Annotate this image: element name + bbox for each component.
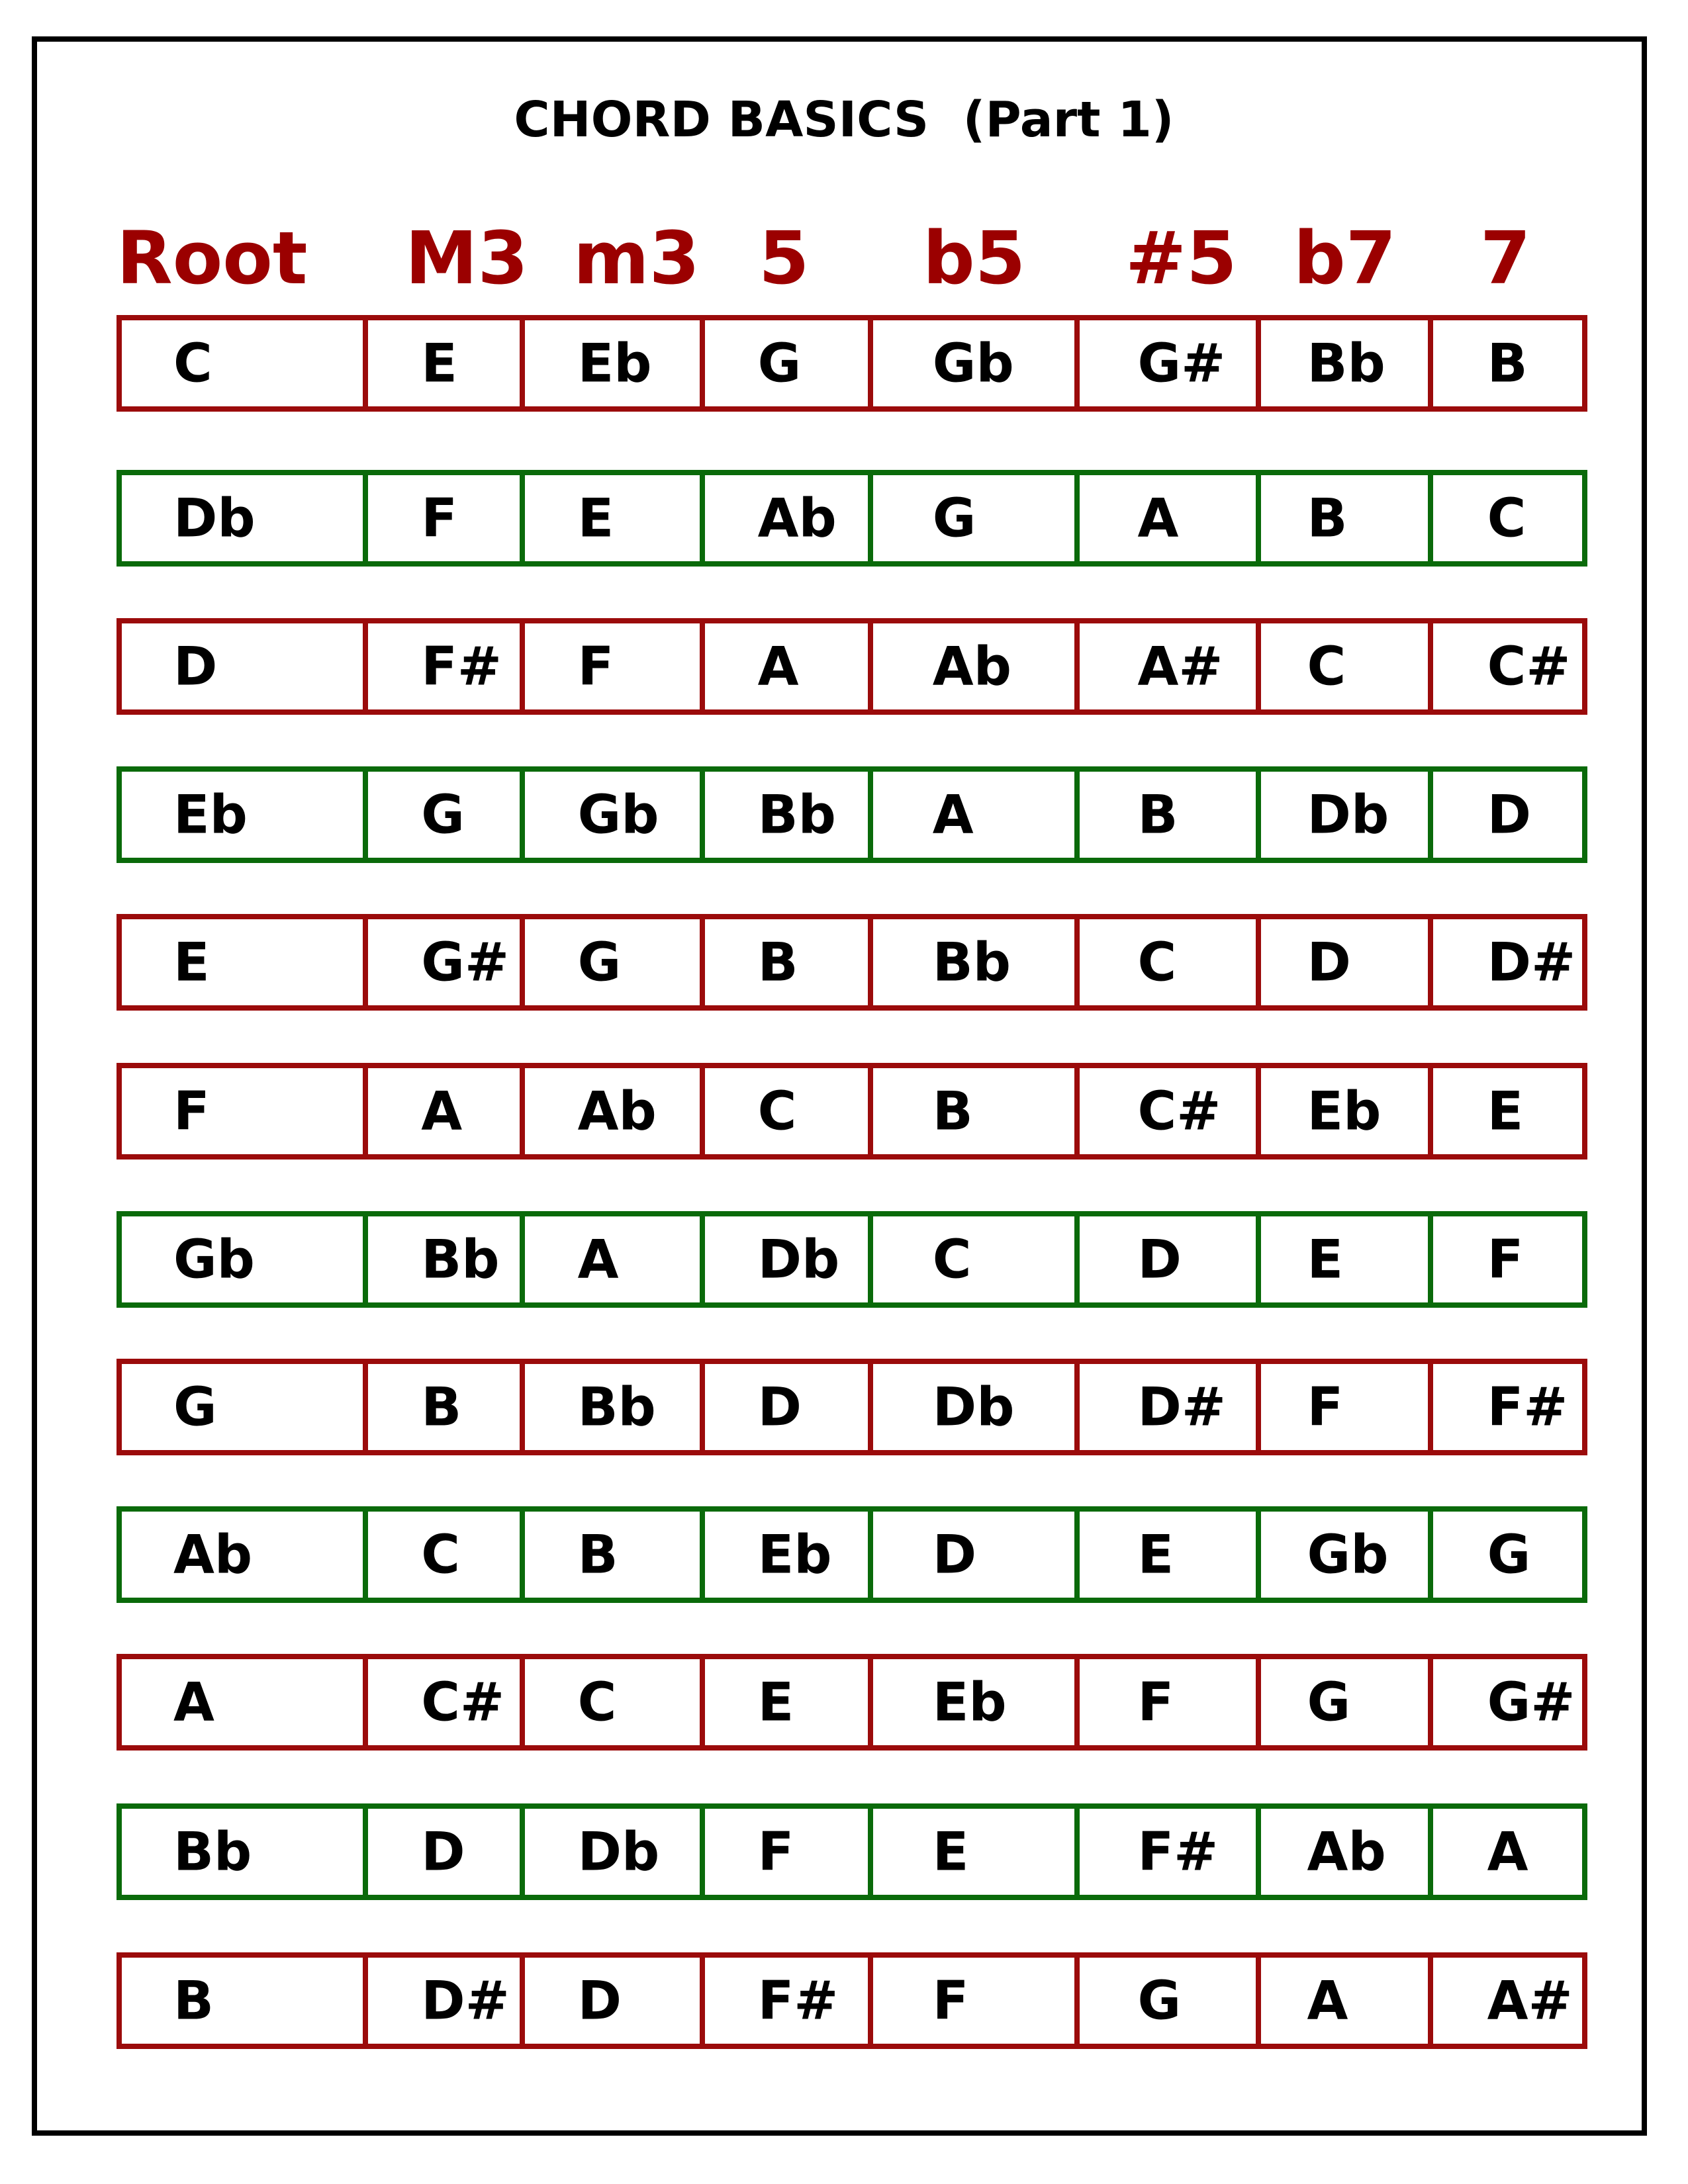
chord-row [117,914,1587,1011]
note-cell [1261,623,1433,709]
note-cell [368,1364,524,1450]
note-label: F [421,487,457,549]
note-cell [1261,1216,1433,1302]
note-cell [873,1659,1080,1745]
note-label: Gb [932,332,1014,394]
note-label: Gb [577,784,659,846]
note-label: C [577,1671,617,1733]
note-label: C [1307,635,1346,698]
note-label: A [577,1228,619,1291]
note-cell [1433,1809,1582,1895]
note-cell [1433,623,1582,709]
note-label: A [421,1080,463,1142]
note-label: C [1487,487,1526,549]
note-label: A [173,1671,214,1733]
note-label: C [173,332,212,394]
note-label: Ab [577,1080,657,1142]
note-label: B [757,931,798,993]
note-cell [525,1216,705,1302]
column-header: M3 [405,216,529,300]
note-cell [122,772,368,858]
note-cell [1433,919,1582,1005]
note-label: Eb [932,1671,1007,1733]
note-cell [368,1659,524,1745]
note-cell [1261,1958,1433,2044]
note-label: F [757,1821,794,1883]
note-cell [1080,320,1261,406]
note-label: Bb [173,1821,252,1883]
note-label: D [421,1821,465,1883]
note-cell [705,1512,873,1598]
note-cell [525,475,705,561]
note-cell [1261,320,1433,406]
note-label: F [173,1080,210,1142]
note-cell [368,919,524,1005]
note-cell [122,1068,368,1154]
note-cell [1261,1068,1433,1154]
note-label: G [1487,1524,1531,1586]
note-cell [368,772,524,858]
note-cell [525,1512,705,1598]
note-cell [873,919,1080,1005]
note-cell [1261,772,1433,858]
note-label: G [1307,1671,1351,1733]
note-label: E [932,1821,969,1883]
note-label: Bb [577,1376,656,1438]
note-cell [368,475,524,561]
column-header: 5 [759,216,810,300]
note-label: E [1137,1524,1174,1586]
note-label: Eb [173,784,248,846]
note-cell [1080,1958,1261,2044]
note-cell [122,475,368,561]
note-cell [1433,1216,1582,1302]
note-label: G# [421,931,509,993]
note-label: F [1307,1376,1344,1438]
note-label: F [932,1970,969,2032]
column-header: #5 [1125,216,1237,300]
chord-row [117,1654,1587,1751]
column-header: b7 [1293,216,1397,300]
note-cell [1080,919,1261,1005]
note-cell [1433,475,1582,561]
note-cell [873,475,1080,561]
note-cell [1261,1659,1433,1745]
note-cell [873,1958,1080,2044]
note-cell [1433,1512,1582,1598]
note-label: Db [757,1228,840,1291]
note-label: D [1487,784,1532,846]
note-cell [1080,1068,1261,1154]
note-cell [1261,1809,1433,1895]
note-cell [1261,475,1433,561]
note-label: F [1487,1228,1524,1291]
note-cell [368,623,524,709]
note-cell [122,1216,368,1302]
note-cell [705,623,873,709]
note-label: E [757,1671,794,1733]
note-label: F# [1137,1821,1219,1883]
note-cell [122,1512,368,1598]
column-header: Root [117,216,308,300]
note-cell [368,1512,524,1598]
note-label: A [932,784,974,846]
note-cell [368,1958,524,2044]
note-cell [1080,623,1261,709]
note-cell [1433,1659,1582,1745]
note-label: Ab [1307,1821,1386,1883]
note-label: A [1137,487,1179,549]
note-label: B [1307,487,1348,549]
note-label: E [1307,1228,1344,1291]
note-label: Db [932,1376,1015,1438]
note-label: B [1137,784,1178,846]
note-cell [525,919,705,1005]
note-cell [1433,320,1582,406]
note-cell [1433,1958,1582,2044]
note-cell [122,1958,368,2044]
note-label: G [1137,1970,1182,2032]
note-cell [525,1958,705,2044]
note-cell [705,772,873,858]
note-label: C [1137,931,1177,993]
note-label: A [1307,1970,1348,2032]
note-label: A [757,635,799,698]
note-label: C# [1487,635,1571,698]
note-label: F [577,635,614,698]
note-cell [705,1068,873,1154]
note-cell [525,1659,705,1745]
chord-row [117,1803,1587,1900]
note-label: B [421,1376,462,1438]
note-label: Gb [1307,1524,1389,1586]
note-label: Bb [1307,332,1385,394]
chord-row [117,315,1587,412]
note-cell [368,320,524,406]
note-label: C [932,1228,972,1291]
note-label: B [1487,332,1528,394]
note-cell [705,1809,873,1895]
chord-row [117,1359,1587,1455]
note-label: Bb [421,1228,500,1291]
note-label: Eb [1307,1080,1382,1142]
note-label: D [577,1970,622,2032]
note-label: G [421,784,465,846]
column-header: b5 [923,216,1026,300]
note-label: F# [757,1970,839,2032]
note-cell [873,772,1080,858]
note-label: Bb [932,931,1011,993]
column-header-row [0,215,1688,301]
chord-row [117,1211,1587,1308]
note-label: D# [1137,1376,1226,1438]
note-label: B [932,1080,973,1142]
note-cell [525,1068,705,1154]
note-cell [705,1958,873,2044]
note-cell [1080,475,1261,561]
note-label: Ab [757,487,837,549]
note-label: C [421,1524,460,1586]
note-cell [122,623,368,709]
note-label: D [1307,931,1351,993]
note-cell [1433,1364,1582,1450]
note-cell [368,1216,524,1302]
note-label: E [577,487,614,549]
note-label: F [1137,1671,1174,1733]
note-cell [873,1068,1080,1154]
note-label: Ab [173,1524,253,1586]
chord-row [117,470,1587,567]
note-cell [1080,1364,1261,1450]
note-label: D [1137,1228,1182,1291]
note-label: A# [1487,1970,1573,2032]
note-label: C# [421,1671,505,1733]
note-label: A# [1137,635,1223,698]
note-cell [1080,1512,1261,1598]
note-label: G [757,332,802,394]
note-label: C# [1137,1080,1221,1142]
note-label: Db [577,1821,660,1883]
note-cell [1080,1216,1261,1302]
note-cell [705,1659,873,1745]
chord-row [117,1952,1587,2049]
note-cell [122,919,368,1005]
note-cell [122,1659,368,1745]
note-label: D [932,1524,977,1586]
note-cell [368,1809,524,1895]
note-label: Db [173,487,256,549]
note-label: Ab [932,635,1011,698]
note-cell [1261,1512,1433,1598]
chord-row [117,1506,1587,1603]
note-cell [1433,772,1582,858]
note-cell [705,919,873,1005]
note-label: Bb [757,784,836,846]
note-cell [1080,1659,1261,1745]
note-cell [1080,1809,1261,1895]
note-cell [705,320,873,406]
note-cell [1080,772,1261,858]
note-label: Eb [757,1524,832,1586]
column-header: 7 [1480,216,1531,300]
note-cell [873,623,1080,709]
note-label: F# [421,635,502,698]
note-label: E [421,332,457,394]
note-cell [525,320,705,406]
note-label: D# [421,1970,510,2032]
chord-row [117,766,1587,863]
note-label: B [577,1524,618,1586]
note-cell [525,772,705,858]
note-cell [873,320,1080,406]
note-label: Gb [173,1228,255,1291]
note-cell [368,1068,524,1154]
note-label: F# [1487,1376,1568,1438]
page-title: CHORD BASICS (Part 1) [514,91,1174,148]
note-cell [122,320,368,406]
note-cell [525,1809,705,1895]
note-label: C [757,1080,797,1142]
note-label: D# [1487,931,1576,993]
column-header: m3 [573,216,700,300]
note-cell [1261,919,1433,1005]
note-label: E [1487,1080,1524,1142]
note-label: G [173,1376,217,1438]
note-label: E [173,931,210,993]
note-cell [873,1512,1080,1598]
note-label: Db [1307,784,1389,846]
note-label: Eb [577,332,652,394]
note-cell [525,623,705,709]
note-cell [1261,1364,1433,1450]
note-cell [122,1364,368,1450]
note-label: D [757,1376,802,1438]
note-label: G [577,931,622,993]
chord-row [117,618,1587,715]
note-label: G# [1137,332,1226,394]
note-label: G [932,487,976,549]
note-cell [873,1809,1080,1895]
note-label: G# [1487,1671,1575,1733]
note-cell [873,1364,1080,1450]
note-cell [873,1216,1080,1302]
note-cell [1433,1068,1582,1154]
note-label: D [173,635,218,698]
note-cell [705,475,873,561]
note-label: B [173,1970,214,2032]
chord-row [117,1063,1587,1160]
note-label: A [1487,1821,1528,1883]
note-cell [525,1364,705,1450]
note-cell [122,1809,368,1895]
note-cell [705,1216,873,1302]
note-cell [705,1364,873,1450]
